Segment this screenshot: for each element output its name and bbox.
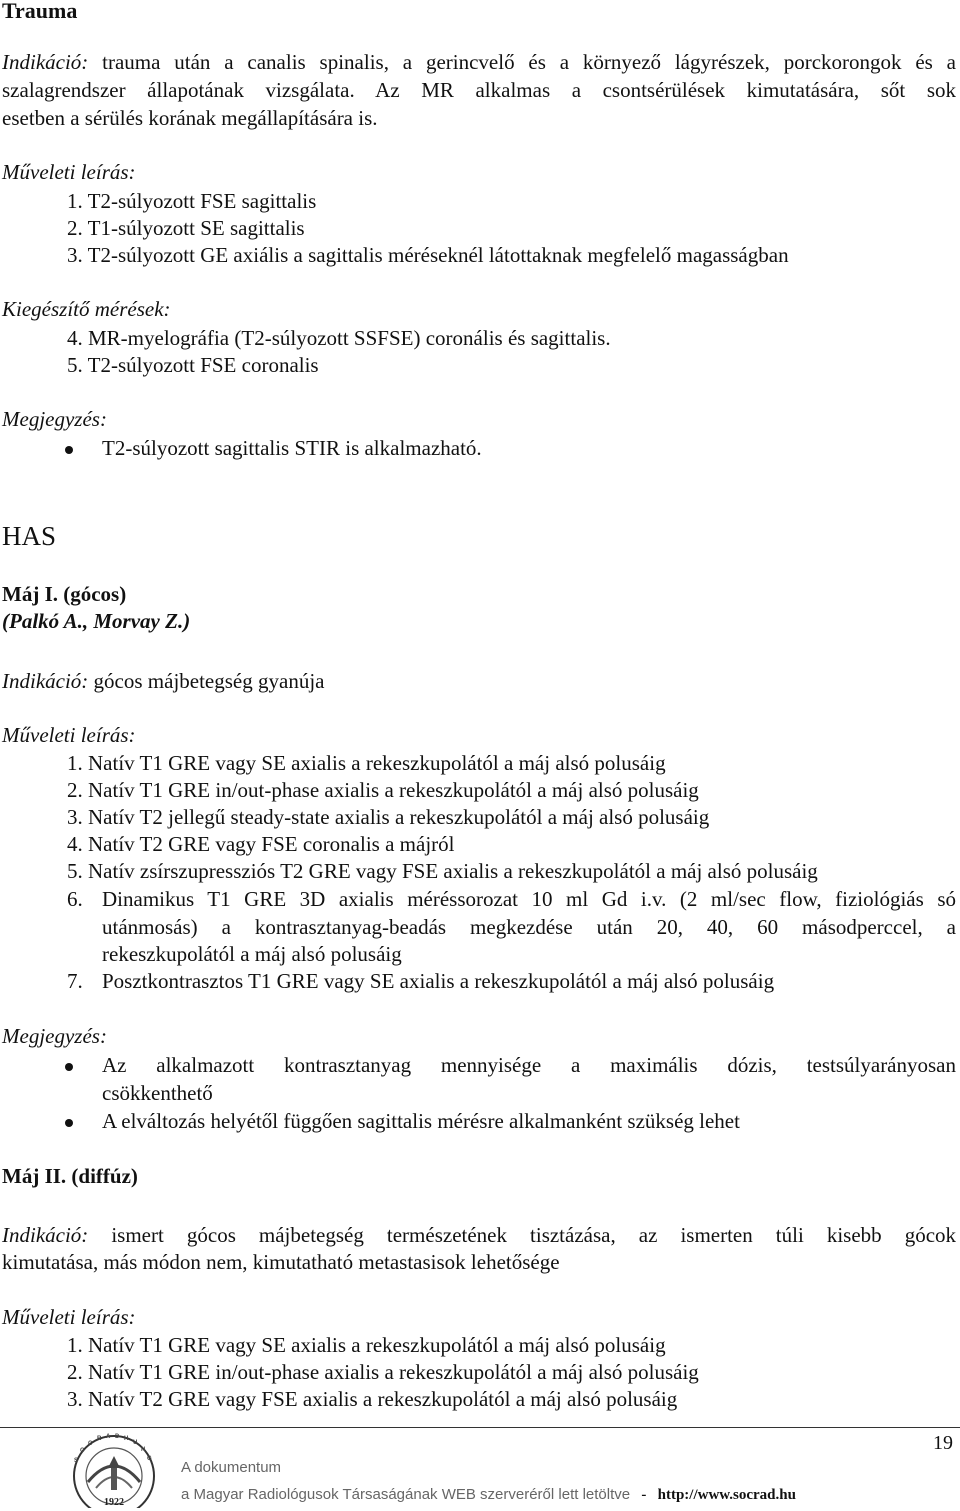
muveleti-label: Műveleti leírás: [2,723,136,747]
step6-line3: rekeszkupolától a máj alsó polusáig [102,942,402,966]
list-item: 4. MR-myelográfia (T2-súlyozott SSFSE) coronális és sagittalis. [67,326,611,350]
svg-text:G: G [147,1456,152,1462]
note1-line1: Az alkalmazott kontrasztanyag mennyisége a maximális dózis, testsúlyarányosan [102,1053,956,1077]
indikacio-label: Indikáció: [2,1223,89,1247]
list-item: 3. Natív T2 jellegű steady-state axialis a rekeszkupolától a máj alsó polusáig [67,805,710,829]
kiegeszito-label: Kiegészítő mérések: [2,297,171,321]
svg-text:U: U [133,1440,138,1446]
has-title: HAS [2,521,57,551]
step7-text: Posztkontrasztos T1 GRE vagy SE axialis a rekeszkupolától a máj alsó polusáig [102,969,775,993]
trauma-indikacio-line3: esetben a sérülés korának megállapítására is. [2,106,378,130]
svg-text:C: C [88,1441,93,1447]
muveleti-label: Műveleti leírás: [2,160,136,184]
svg-text:N: N [141,1447,146,1453]
footer-divider [0,1427,960,1428]
svg-text:A: A [106,1434,111,1440]
maj2-title: Máj II. (diffúz) [2,1164,138,1188]
list-item: 2. T1-súlyozott SE sagittalis [67,216,305,240]
list-item: 4. Natív T2 GRE vagy FSE coronalis a májról [67,832,455,856]
trauma-indikacio-line2: szalagrendszer állapotának vizsgálata. Az MR alkalmas a csontsérülések kimutatására, sőt sok [2,78,956,102]
bullet-icon [65,1063,73,1071]
list-item: 1. Natív T1 GRE vagy SE axialis a rekeszkupolától a máj alsó polusáig [67,1333,666,1357]
svg-text:O: O [80,1448,85,1454]
step6-number: 6. [67,887,83,911]
list-item: 2. Natív T1 GRE in/out-phase axialis a rekeszkupolától a máj alsó polusáig [67,778,699,802]
svg-text:D: D [115,1434,120,1440]
megjegyzes-label: Megjegyzés: [2,1024,107,1048]
maj1-title: Máj I. (gócos) [2,582,127,606]
indikacio-label: Indikáció: [2,50,89,74]
footer-line1: A dokumentum [181,1459,282,1476]
footer-url-link[interactable]: http://www.socrad.hu [657,1487,796,1503]
has-indikacio: Indikáció: gócos májbetegség gyanúja [2,669,325,693]
bullet-icon [65,1119,73,1127]
list-item: 3. Natív T2 GRE vagy FSE axialis a rekeszkupolától a máj alsó polusáig [67,1387,678,1411]
step6-line1: Dinamikus T1 GRE 3D axialis méréssorozat 10 ml Gd i.v. (2 ml/sec flow, fiziológiás só [102,887,956,911]
society-seal-logo [58,1432,170,1508]
note1-line2: csökkenthető [102,1081,213,1105]
svg-text:R: R [97,1436,102,1442]
indikacio-label: Indikáció: [2,669,89,693]
maj2-indikacio-line1: Indikáció: ismert gócos májbetegség természetének tisztázása, az ismerten túli kisebb gócok [2,1223,957,1247]
maj2-indikacio-line2: kimutatása, más módon nem, kimutatható metastasisok lehetősége [2,1250,560,1274]
list-item: T2-súlyozott sagittalis STIR is alkalmazható. [102,436,482,460]
trauma-title: Trauma [2,0,78,23]
list-item: 5. T2-súlyozott FSE coronalis [67,353,319,377]
megjegyzes-label: Megjegyzés: [2,407,107,431]
svg-text:S: S [74,1458,79,1464]
footer-line2: a Magyar Radiológusok Társaságának WEB szerveréről lett letöltve - http://www.socrad.hu [181,1486,796,1503]
step6-line2: utánmosás) a kontrasztanyag-beadás megkezdése után 20, 40, 60 másodperccel, a [102,915,956,939]
list-item: 2. Natív T1 GRE in/out-phase axialis a rekeszkupolától a máj alsó polusáig [67,1360,699,1384]
trauma-indikacio-line1: Indikáció: trauma után a canalis spinalis, a gerincvelő és a környező lágyrészek, porckorongok és a [2,50,957,74]
maj1-authors: (Palkó A., Morvay Z.) [2,609,191,633]
note2: A elváltozás helyétől függően sagittalis mérésre alkalmanként szükség lehet [102,1109,740,1133]
page-number: 19 [933,1432,953,1454]
list-item: 1. T2-súlyozott FSE sagittalis [67,189,317,213]
bullet-icon [65,446,73,454]
svg-text:H: H [124,1436,129,1442]
step7-number: 7. [67,969,83,993]
list-item: 5. Natív zsírszupressziós T2 GRE vagy FSE axialis a rekeszkupolától a máj alsó polusáig [67,859,818,883]
muveleti-label: Műveleti leírás: [2,1305,136,1329]
list-item: 3. T2-súlyozott GE axiális a sagittalis méréseknél látottaknak megfelelő magasságban [67,243,789,267]
list-item: 1. Natív T1 GRE vagy SE axialis a rekeszkupolától a máj alsó polusáig [67,751,666,775]
svg-text:1922: 1922 [104,1497,124,1508]
